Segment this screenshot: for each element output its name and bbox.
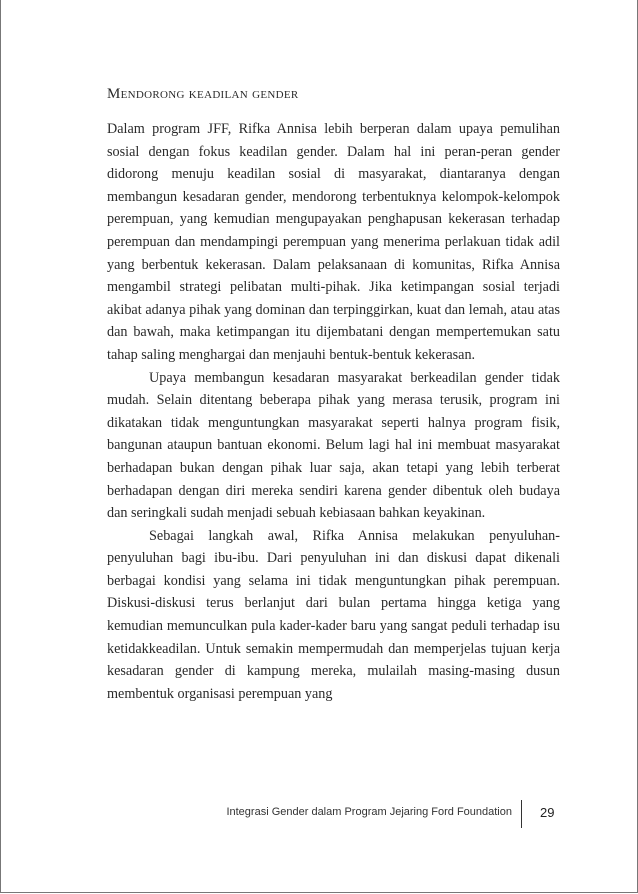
body-paragraph-2: Upaya membangun kesadaran masyarakat berkeadilan gender tidak mudah. Selain ditentang beberapa pihak yang merasa terusik, program ini dikatakan tidak menguntungkan masyarakat seperti halnya program fisik, bangunan ataupun bantuan ekonomi. Belum lagi hal ini membuat masyarakat berhadapan bukan dengan pihak luar saja, akan tetapi yang lebih terberat berhadapan dengan diri mereka sendiri karena gender dibentuk oleh budaya dan seringkali sudah menjadi sebuah kebiasaan bahkan keyakinan. [107,369,560,522]
page-content [107,84,560,705]
body-paragraph-1: Dalam program JFF, Rifka Annisa lebih berperan dalam upaya pemulihan sosial dengan fokus keadilan gender. Dalam hal ini peran-peran gender didorong menuju keadilan sosial di masyarakat, diantaranya dengan membangun kesadaran gender, mendorong terbentuknya kelompok-kelompok perempuan, yang kemudian mengupayakan penghapusan kekerasan terhadap perempuan dan mendampingi perempuan yang menerima perlakuan tidak adil yang berbentuk kekerasan. Dalam pelaksanaan di komunitas, Rifka Annisa mengambil strategi pelibatan multi-pihak. Jika ketimpangan sosial terjadi akibat adanya pihak yang dominan dan terpinggirkan, kuat dan lemah, atau atas dan bawah, maka ketimpangan itu dijembatani dengan mempertemukan satu tahap saling menghargai dan menjauhi bentuk-bentuk kekerasan. [107,121,560,363]
running-footer-title: Integrasi Gender dalam Program Jejaring Ford Foundation [226,806,512,818]
footer-divider [521,800,522,828]
body-paragraph-3: Sebagai langkah awal, Rifka Annisa melakukan penyuluhan-penyuluhan bagi ibu-ibu. Dari penyuluhan ini dan diskusi dapat dikenali berbagai kondisi yang selama ini tidak menguntungkan pihak perempuan. Diskusi-diskusi terus berlanjut dari bulan pertama hingga ketiga yang kemudian memunculkan pula kader-kader baru yang sangat peduli terhadap isu ketidakkeadilan. Untuk semakin mempermudah dan memperjelas tujuan kerja kesadaran gender di kampung mereka, mulailah masing-masing dusun membentuk organisasi perempuan yang [107,527,560,702]
page-number: 29 [540,805,555,820]
section-heading: Mendorong keadilan gender [107,86,299,102]
page-footer [0,800,638,830]
